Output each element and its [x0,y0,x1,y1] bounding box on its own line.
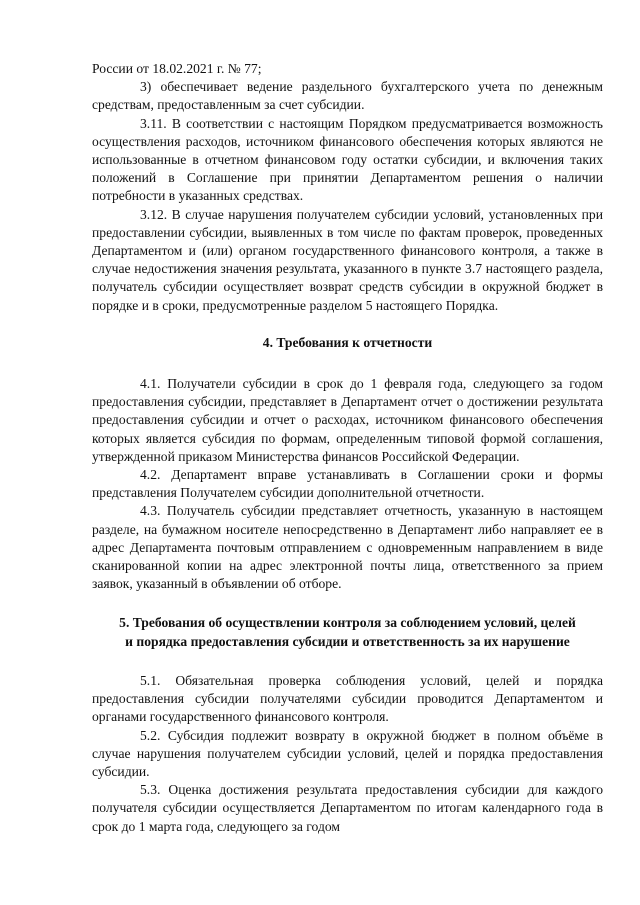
section-4-heading: 4. Требования к отчетности [262,334,433,350]
paragraph-4-3: 4.3. Получатель субсидии представляет отчетность, указанную в настоящем разделе, на бумажном носителе непосредственно в Департамент либо направляет ее в адрес Департамента почтовым отправлением с одновременным направлением в виде сканированной копии на адрес электронной почты лица, ответственного за прием заявок, указанный в объявлении об отборе. [92,503,603,592]
paragraph-5-1: 5.1. Обязательная проверка соблюдения условий, целей и порядка предоставления субсидии получателями субсидии проводится Департаментом и органами государственного финансового контроля. [92,672,603,725]
paragraph-3-11: 3.11. В соответствии с настоящим Порядком предусматривается возможность осуществления расходов, источником финансового обеспечения которых являются не использованные в отчетном финансовом году остатки субсидии, и включения таких положений в Соглашение при принятии Департаментом решения о наличии потребности в указанных средствах. [92,115,603,204]
section-5-heading [92,614,603,650]
document-page [92,60,603,836]
paragraph-continuation: России от 18.02.2021 г. № 77; [92,61,262,76]
paragraph-4-2: 4.2. Департамент вправе устанавливать в Соглашении сроки и формы представления Получателем субсидии дополнительной отчетности. [92,467,603,501]
section-5-heading-line-2: и порядка предоставления субсидии и ответственность за их нарушение [125,633,570,649]
paragraph-5-2: 5.2. Субсидия подлежит возврату в окружной бюджет в полном объёме в случае нарушения получателем субсидии условий, целей и порядка предоставления субсидии. [92,727,603,779]
paragraph-3-12: 3.12. В случае нарушения получателем субсидии условий, установленных при предоставлении субсидии, выявленных в том числе по фактам проверок, проведенных Департаментом и (или) органом государственного финансового контроля, а также в случае недостижения значения результата, указанного в пункте 3.7 настоящего раздела, получатель субсидии осуществляет возврат средств субсидии в окружной бюджет в порядке и в сроки, предусмотренные разделом 5 настоящего Порядка. [92,206,603,313]
paragraph-5-3: 5.3. Оценка достижения результата предоставления субсидии для каждого получателя субсидии осуществляется Департаментом по итогам календарного года в срок до 1 марта года, следующего за годом [92,782,603,834]
paragraph-item-3: 3) обеспечивает ведение раздельного бухгалтерского учета по денежным средствам, предоставленным за счет субсидии. [92,79,603,113]
paragraph-4-1: 4.1. Получатели субсидии в срок до 1 февраля года, следующего за годом предоставления субсидии, представляет в Департамент отчет о достижении результата предоставления субсидии и отчет о расходах, источником финансового обеспечения которых является субсидия по формам, определенным типовой формой соглашения, утвержденной приказом Министерства финансов Российской Федерации. [92,376,603,464]
section-5-heading-line-1: 5. Требования об осуществлении контроля за соблюдением условий, целей [119,615,576,631]
